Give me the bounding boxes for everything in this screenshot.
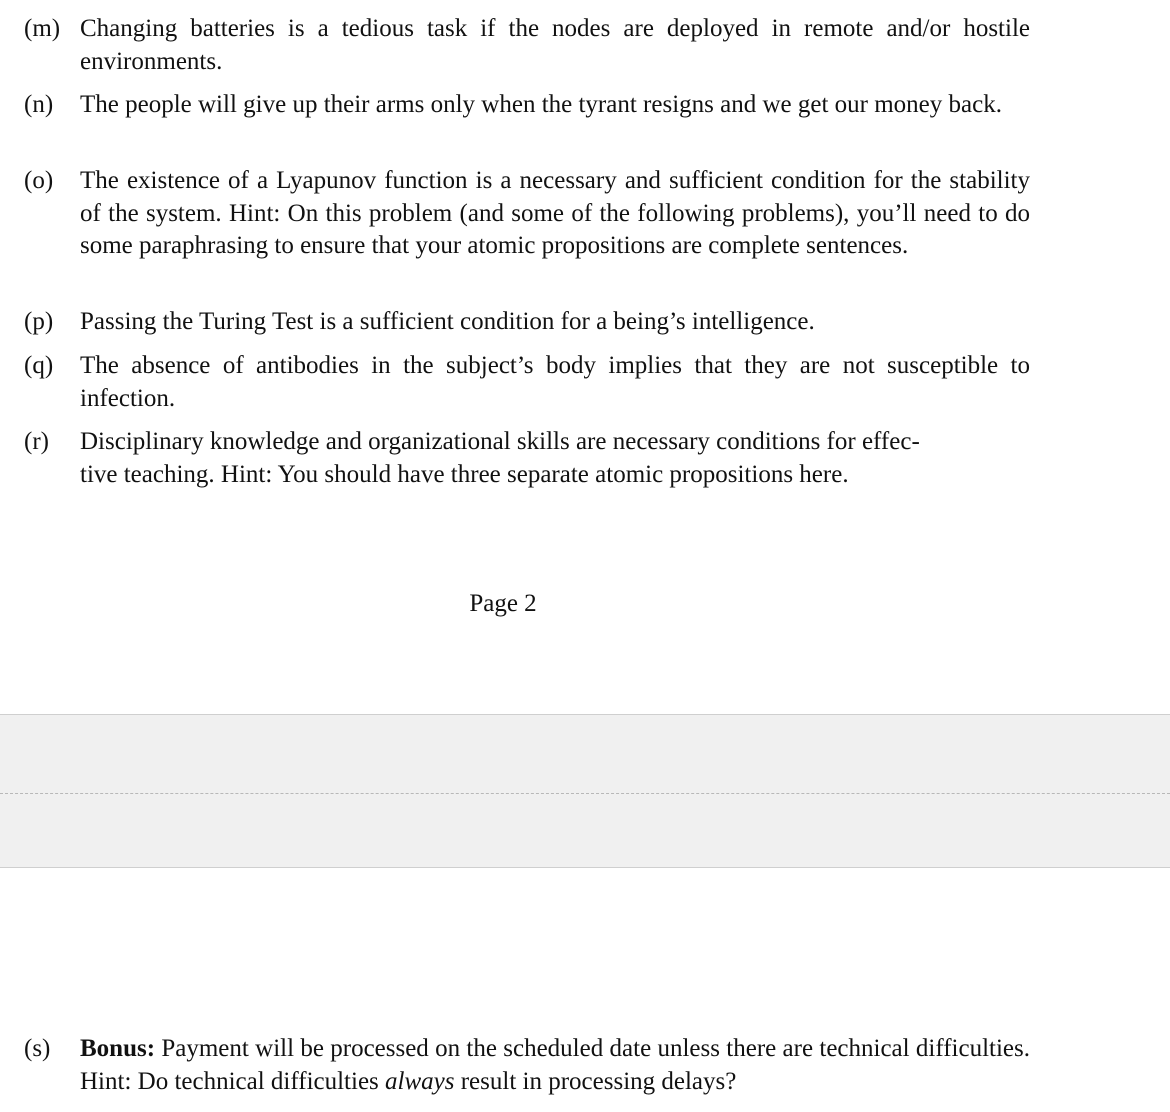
item-label: (r)	[24, 428, 49, 455]
item-label: (m)	[24, 15, 61, 42]
item-text: The absence of antibodies in the subject’s body implies that they are not susceptible to infection.	[80, 352, 1030, 412]
item-label: (s)	[24, 1035, 51, 1062]
item-text: The people will give up their arms only when the tyrant resigns and we get our money back.	[80, 91, 1002, 118]
bonus-label: Bonus:	[80, 1035, 156, 1062]
item-text-line-1: Disciplinary knowledge and organizational skills are necessary conditions for effec-	[80, 428, 920, 455]
item-label: (n)	[24, 91, 54, 118]
item-text	[80, 1033, 1030, 1098]
page-number: Page 2	[469, 590, 537, 617]
item-label: (q)	[24, 352, 54, 379]
item-text: Passing the Turing Test is a sufficient condition for a being’s intelligence.	[80, 308, 815, 335]
emphasis-word: always	[385, 1067, 455, 1095]
item-text	[80, 426, 1030, 491]
item-text: Changing batteries is a tedious task if the nodes are deployed in remote and/or hostile environments.	[80, 15, 1030, 75]
item-label: (o)	[24, 167, 54, 194]
document-page-bottom	[0, 868, 1170, 1112]
item-label: (p)	[24, 308, 54, 335]
item-text-line-2: tive teaching. Hint: You should have three separate atomic propositions here.	[80, 460, 849, 488]
bonus-text-start: Payment will be processed on the scheduled date unless there are technical difficulties. Hint: Do technical difficulties	[80, 1035, 1030, 1095]
page-break-line	[0, 793, 1170, 794]
page-separator	[0, 714, 1170, 868]
item-text: The existence of a Lyapunov function is a necessary and sufficient condition for the stability of the system. Hint: On this problem (and some of the following problems), you’ll need to do some paraphrasing to ensure that your atomic propositions are complete sentences.	[80, 167, 1030, 260]
bonus-text-end: result in processing delays?	[454, 1067, 737, 1095]
